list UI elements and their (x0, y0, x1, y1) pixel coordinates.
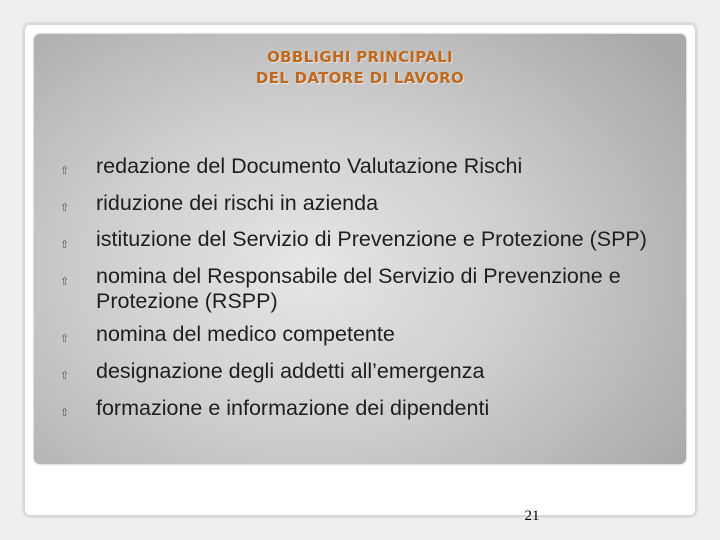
list-item (60, 150, 680, 187)
list-item (60, 261, 680, 318)
list-item-text: riduzione dei rischi in azienda (96, 191, 379, 215)
arrow-up-outline-icon: ⇧ (60, 239, 70, 251)
arrow-up-outline-icon: ⇧ (60, 333, 70, 345)
list-item-text: designazione degli addetti all’emergenza (96, 359, 485, 383)
list-item-text: redazione del Documento Valutazione Rischi (96, 154, 523, 178)
arrow-up-outline-icon: ⇧ (60, 276, 70, 288)
page-number: 21 (524, 508, 540, 524)
list-item (60, 355, 680, 392)
arrow-up-outline-icon: ⇧ (60, 165, 70, 177)
list-item-text: nomina del Responsabile del Servizio di Prevenzione e Protezione (RSPP) (96, 264, 621, 313)
bullet-list (60, 150, 680, 429)
arrow-up-outline-icon: ⇧ (60, 407, 70, 419)
list-item-text: istituzione del Servizio di Prevenzione e Protezione (SPP) (96, 227, 647, 251)
slide-title (34, 47, 686, 89)
arrow-up-outline-icon: ⇧ (60, 370, 70, 382)
list-item (60, 318, 680, 355)
title-line-1: OBBLIGHI PRINCIPALI (267, 48, 453, 66)
list-item (60, 392, 680, 429)
list-item (60, 187, 680, 224)
list-item (60, 224, 680, 261)
list-item-text: formazione e informazione dei dipendenti (96, 396, 490, 420)
list-item-text: nomina del medico competente (96, 322, 395, 346)
arrow-up-outline-icon: ⇧ (60, 202, 70, 214)
title-line-2: DEL DATORE DI LAVORO (255, 69, 465, 87)
